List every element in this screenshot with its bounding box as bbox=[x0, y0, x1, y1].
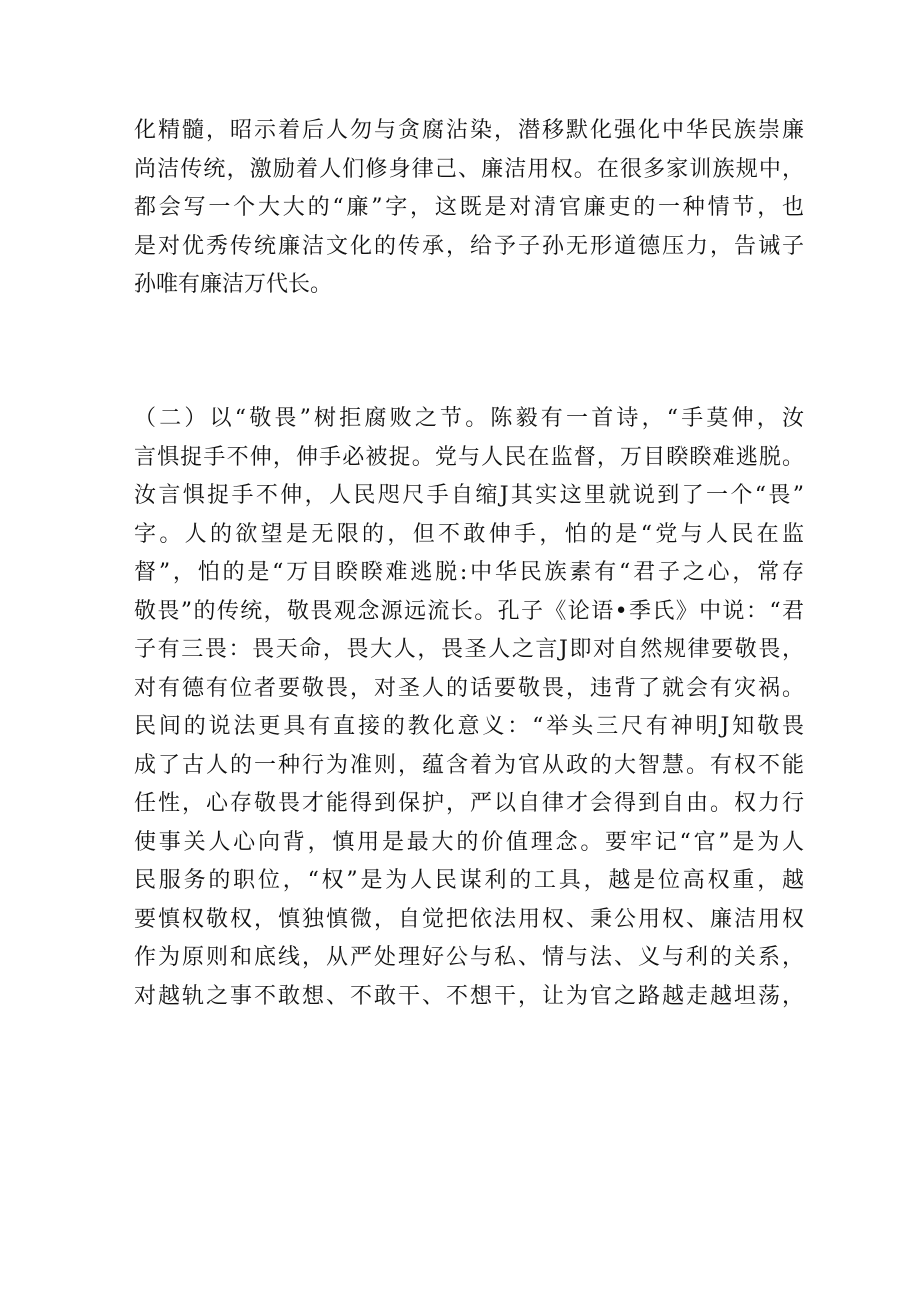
text-line: 要慎权敬权，慎独慎微，自觉把依法用权、秉公用权、廉洁用权 bbox=[134, 906, 804, 932]
text-line: 都会写一个大大的“廉”字，这既是对清官廉吏的一种情节，也 bbox=[134, 195, 804, 220]
text-line: 对有德有位者要敬畏，对圣人的话要敬畏，违背了就会有灾祸。 bbox=[134, 675, 804, 701]
text-line: 成了古人的一种行为准则，蕴含着为官从政的大智慧。有权不能 bbox=[134, 752, 804, 778]
section-heading-line: （二）以“敬畏”树拒腐败之节。陈毅有一首诗，“手莫伸，汝 bbox=[134, 406, 804, 431]
text-line: 言惧捉手不伸，伸手必被捉。党与人民在监督，万目睽睽难逃脱。 bbox=[134, 444, 804, 470]
text-line: 化精髓，昭示着后人勿与贪腐沾染，潜移默化强化中华民族崇廉 bbox=[134, 118, 804, 143]
text-line: 民服务的职位，“权”是为人民谋利的工具，越是位高权重，越 bbox=[134, 868, 804, 893]
text-line: 是对优秀传统廉洁文化的传承，给予子孙无形道德压力，告诫子 bbox=[134, 233, 804, 259]
text-line: 敬畏”的传统，敬畏观念源远流长。孔子《论语•季氏》中说：“君 bbox=[134, 598, 804, 624]
text-line: 汝言惧捉手不伸，人民咫尺手自缩J其实这里就说到了一个“畏” bbox=[134, 483, 804, 508]
text-line: 孙唯有廉洁万代长。 bbox=[134, 272, 333, 297]
paragraph-integrity-culture bbox=[134, 112, 804, 305]
paragraph-reverence bbox=[134, 400, 804, 1016]
text-line: 尚洁传统，激励着人们修身律己、廉洁用权。在很多家训族规中， bbox=[134, 156, 804, 182]
text-line: 字。人的欲望是无限的，但不敢伸手，怕的是“党与人民在监 bbox=[134, 521, 804, 547]
text-line: 作为原则和底线，从严处理好公与私、情与法、义与利的关系， bbox=[134, 945, 804, 970]
text-line: 任性，心存敬畏才能得到保护，严以自律才会得到自由。权力行 bbox=[134, 791, 804, 816]
text-line: 使事关人心向背，慎用是最大的价值理念。要牢记“官”是为人 bbox=[134, 829, 804, 855]
text-line: 民间的说法更具有直接的教化意义：“举头三尺有神明J知敬畏 bbox=[134, 714, 804, 739]
text-line: 子有三畏：畏天命，畏大人，畏圣人之言J即对自然规律要敬畏， bbox=[134, 637, 804, 662]
text-line: 督”，怕的是“万目睽睽难逃脱:中华民族素有“君子之心，常存 bbox=[134, 560, 804, 585]
text-line: 对越轨之事不敢想、不敢干、不想干，让为官之路越走越坦荡， bbox=[134, 983, 804, 1009]
